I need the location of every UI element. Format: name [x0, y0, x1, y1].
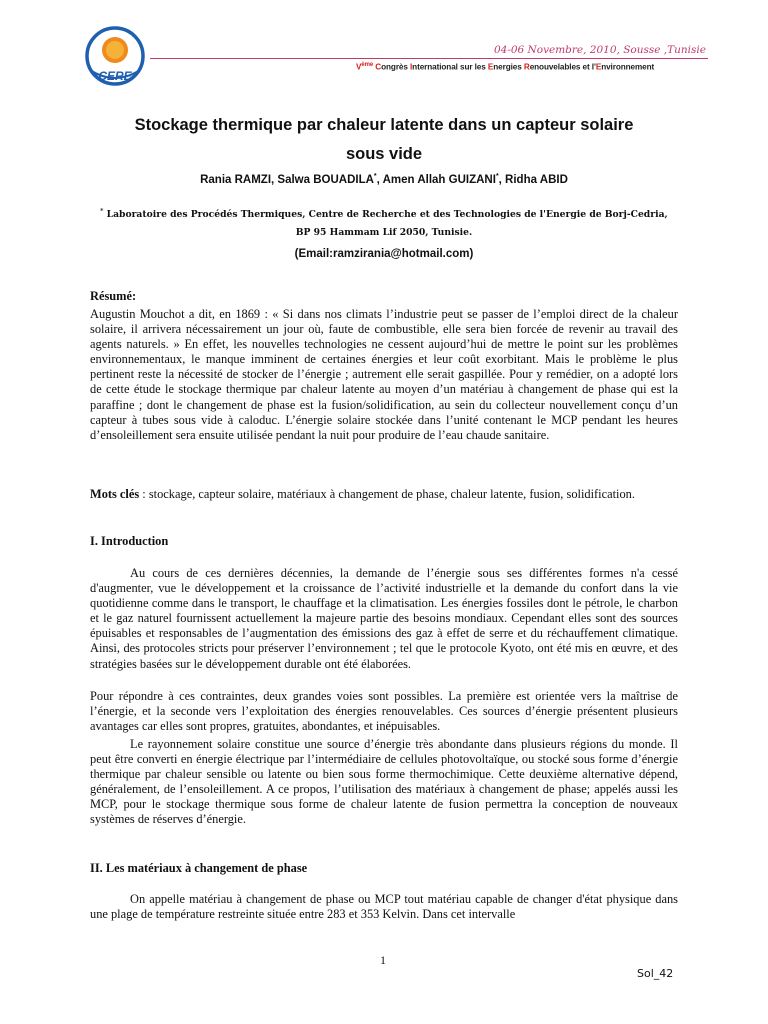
section2-paragraph-1: On appelle matériau à changement de phase ou MCP tout matériau capable de changer d'état physique dans une plage de température restreinte située entre 283 et 353 Kelvin. Dans cet intervalle [90, 892, 678, 922]
conference-date: 04-06 Novembre, 2010, Sousse ,Tunisie [493, 44, 706, 56]
keywords: Mots clés : stockage, capteur solaire, matériaux à changement de phase, chaleur latente, fusion, solidification. [90, 487, 635, 501]
intro-paragraph-1: Au cours de ces dernières décennies, la demande de l’énergie sous ses différentes formes n'a cessé d'augmenter, vue le développement et la croissance de l’activité industrielle et la demande du confort dans la vie quotidienne comme dans le transport, le chauffage et la climatisation. Les énergies fossiles dont le pétrole, le charbon et le gaz naturel fournissent actuellement la majeure partie des besoins mondiaux. Cependant elles sont des sources épuisables et responsables de l’augmentation des émissions des gaz à effet de serre et du réchauffement climatique. Ainsi, des protocoles stricts pour préserver l’environnement ; tel que le protocole Kyoto, ont été mis en œuvre, et des stratégies basées sur le développement durable ont été élaborées. [90, 566, 678, 671]
affiliation-line1: * Laboratoire des Procédés Thermiques, Centre de Recherche et des Technologies de l'Energie de Borj-Cedria, [100, 208, 668, 221]
intro-paragraph-3: Le rayonnement solaire constitue une source d’énergie très abondante dans plusieurs régions du monde. Il peut être converti en énergie électrique par l’intermédiaire de cellules photovoltaïque, ou stocké sous forme d’énergie thermique par chaleur sensible ou latente ou bien sous forme thermochimique. Cette deuxième alternative dépend, généralement, de l’ensoleillement. A ce propos, l’utilisation des matériaux à changement de phase; appelés aussi les MCP, pour le stockage thermique sous forme de chaleur latente de fusion permettra la conception de nouveaux systèmes de réserves d’énergie. [90, 737, 678, 827]
affiliation-line2: BP 95 Hammam Lif 2050, Tunisie. [295, 227, 473, 238]
author-email: (Email:ramzirania@hotmail.com) [294, 248, 474, 260]
logo-text: CERE [98, 69, 132, 83]
intro-paragraph-2: Pour répondre à ces contraintes, deux grandes voies sont possibles. La première est orientée vers la maîtrise de l’énergie, et la seconde vers l’exploitation des énergies renouvelables. Ces sources d’énergie présentent plusieurs avantages car elles sont propres, gratuites, abondantes, et inépuisables. [90, 689, 678, 734]
document-id: Sol_42 [637, 967, 674, 980]
conference-name: Vème Congrès International sur les Energies Renouvelables et l'Environnement [356, 62, 655, 72]
abstract-heading: Résumé: [90, 289, 137, 303]
authors: Rania RAMZI, Salwa BOUADILA*, Amen Allah GUIZANI*, Ridha ABID [200, 173, 568, 186]
paper-title-line1: Stockage thermique par chaleur latente dans un capteur solaire [134, 116, 634, 134]
section-heading-introduction: I. Introduction [90, 534, 169, 548]
header-divider [150, 58, 708, 59]
page-number: 1 [380, 953, 386, 967]
section-heading-mcp: II. Les matériaux à changement de phase [90, 861, 308, 875]
paper-title-line2: sous vide [345, 145, 423, 163]
cere-logo [80, 26, 150, 90]
abstract-text: Augustin Mouchot a dit, en 1869 : « Si dans nos climats l’industrie peut se passer de l’emploi direct de la chaleur solaire, il arrivera nécessairement un jour où, faute de combustible, elle sera bien forcée de revenir au travail des agents naturels. » En effet, les nouvelles technologies ne cessent aujourd’hui de mettre le point sur les problèmes environnementaux, le manque imminent de certaines énergies et leur coût exorbitant. Mais le problème le plus pertinent reste la nécessité de stocker de l’énergie ; autrement elle serait gaspillée. Pour y remédier, on a adopté lors de cette étude le stockage thermique par chaleur latente au moyen d’un matériau à changement de phase qui est la paraffine ; dont le changement de phase est la fusion/solidification, au sein du collecteur nouvellement conçu d’un capteur à tubes sous vide à caloduc. L’énergie solaire stockée dans l’unité contenant le MCP pendant les heures d’ensoleillement sera ensuite utilisée pendant la nuit pour produire de l’eau chaude sanitaire. [90, 307, 678, 442]
